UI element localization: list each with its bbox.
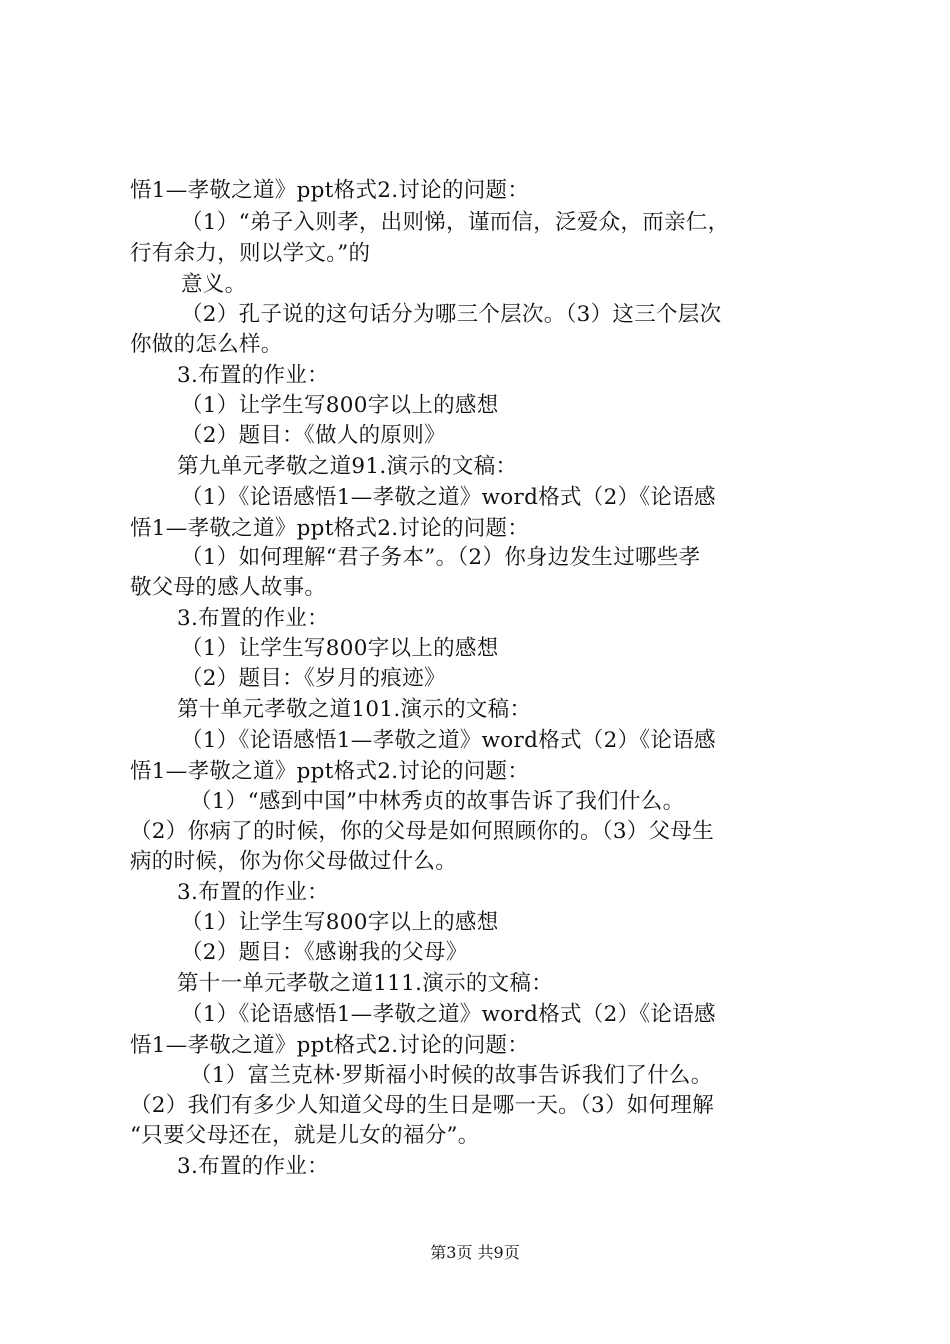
text-line: 3.布置的作业： — [177, 363, 329, 388]
text-line: 第九单元孝敬之道91.演示的文稿： — [177, 454, 518, 479]
text-line: 悟1—孝敬之道》ppt格式2.讨论的问题： — [130, 759, 530, 784]
text-line: 病的时候，你为你父母做过什么。 — [130, 849, 458, 874]
text-line: （2）孔子说的这句话分为哪三个层次。（3）这三个层次 — [181, 302, 722, 327]
text-line: 悟1—孝敬之道》ppt格式2.讨论的问题： — [130, 178, 530, 203]
text-line: （1）《论语感悟1—孝敬之道》word格式（2）《论语感 — [181, 728, 716, 753]
text-line: 第十单元孝敬之道101.演示的文稿： — [177, 697, 532, 722]
text-line: （1）“感到中国”中林秀贞的故事告诉了我们什么。 — [190, 789, 685, 814]
text-line: 行有余力，则以学文。”的 — [130, 241, 371, 266]
text-line: （1）如何理解“君子务本”。（2）你身边发生过哪些孝 — [181, 545, 701, 570]
text-line: （1）让学生写800字以上的感想 — [181, 636, 499, 661]
text-line: 第十一单元孝敬之道111.演示的文稿： — [177, 971, 554, 996]
text-line: （2）我们有多少人知道父母的生日是哪一天。（3）如何理解 — [130, 1093, 715, 1118]
text-line: 3.布置的作业： — [177, 1154, 329, 1179]
text-line: （2）题目：《岁月的痕迹》 — [181, 666, 446, 691]
text-line: 意义。 — [181, 272, 247, 297]
text-line: （1）“弟子入则孝，出则悌，谨而信，泛爱众，而亲仁， — [181, 210, 730, 235]
text-line: 3.布置的作业： — [177, 880, 329, 905]
text-line: 你做的怎么样。 — [130, 332, 283, 357]
text-line: （1）富兰克林·罗斯福小时候的故事告诉我们了什么。 — [190, 1063, 713, 1088]
text-line: 敬父母的感人故事。 — [130, 575, 327, 600]
text-line: 悟1—孝敬之道》ppt格式2.讨论的问题： — [130, 516, 530, 541]
text-line: 3.布置的作业： — [177, 606, 329, 631]
text-line: （1）《论语感悟1—孝敬之道》word格式（2）《论语感 — [181, 485, 716, 510]
text-line: 悟1—孝敬之道》ppt格式2.讨论的问题： — [130, 1033, 530, 1058]
page-number-footer: 第3页 共9页 — [430, 1243, 520, 1262]
text-line: （1）让学生写800字以上的感想 — [181, 910, 499, 935]
text-line: （2）题目：《感谢我的父母》 — [181, 940, 468, 965]
text-line: （2）你病了的时候，你的父母是如何照顾你的。（3）父母生 — [130, 819, 715, 844]
text-line: （2）题目：《做人的原则》 — [181, 423, 446, 448]
text-line: “只要父母还在，就是儿女的福分”。 — [130, 1123, 480, 1148]
text-line: （1）让学生写800字以上的感想 — [181, 393, 499, 418]
text-line: （1）《论语感悟1—孝敬之道》word格式（2）《论语感 — [181, 1002, 716, 1027]
